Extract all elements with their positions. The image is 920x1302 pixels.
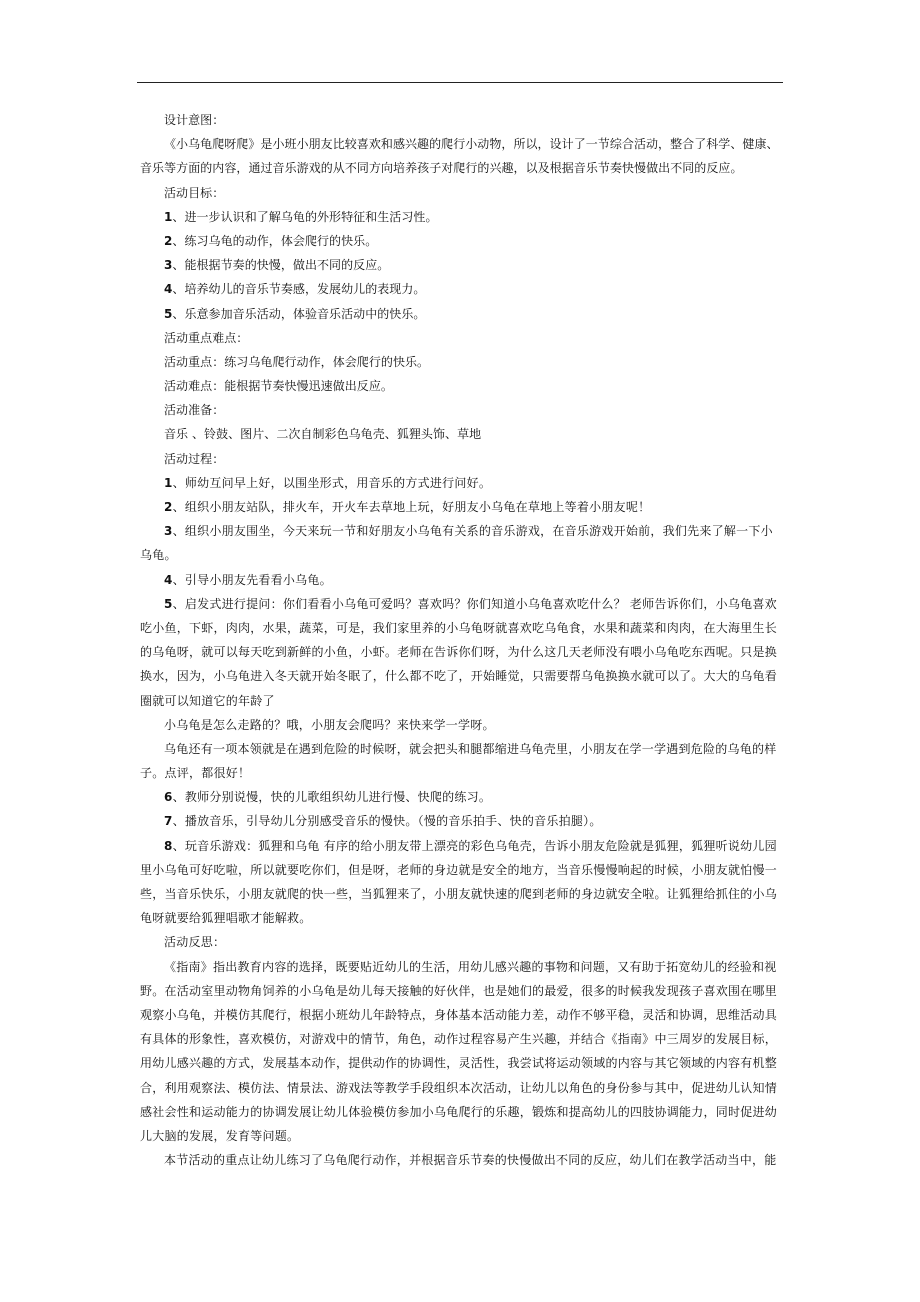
line-text: 乌龟。 [140,548,177,563]
line-text: 小乌龟是怎么走路的？哦，小朋友会爬吗？来快来学一学呀。 [164,717,495,732]
line-text: 、引导小朋友先看看小乌龟。 [172,572,332,587]
line-text: 、播放音乐，引导幼儿分别感受音乐的慢快。（慢的音乐拍手、快的音乐拍腿）。 [172,814,602,829]
text-line [140,664,785,688]
text-line [140,640,785,664]
line-text: 、练习乌龟的动作，体会爬行的快乐。 [172,233,378,248]
line-text: 活动难点：能根据节奏快慢迅速做出反应。 [164,379,393,394]
line-text: 、能根据节奏的快慢，做出不同的反应。 [172,258,390,273]
text-line [140,737,785,761]
text-line [140,906,785,930]
text-line [140,302,785,326]
text-line [140,689,785,713]
text-line [140,592,785,616]
line-text: 《指南》指出教育内容的选择，既要贴近幼儿的生活，用幼儿感兴趣的事物和问题，又有助于拓宽幼儿的经验和视 [164,959,777,974]
line-text: 《小乌龟爬呀爬》是小班小朋友比较喜欢和感兴趣的爬行小动物，所以，设计了一节综合活动，整合了科学、健康、 [164,137,779,152]
text-line [140,253,785,277]
line-text: 、乐意参加音乐活动，体验音乐活动中的快乐。 [172,306,426,321]
line-text: 活动反思： [164,935,226,950]
text-line [140,1124,785,1148]
line-text: 活动目标： [164,185,225,200]
text-line [140,543,785,567]
text-line [140,882,785,906]
text-line [140,979,785,1003]
line-text: 龟呀就要给狐狸唱歌才能解救。 [140,911,312,926]
line-text: 、进一步认识和了解乌龟的外形特征和生活习性。 [172,209,438,224]
line-text: 感社会性和运动能力的协调发展让幼儿体验模仿参加小乌龟爬行的乐趣，锻炼和提高幼儿的四肢协调能力，同时促进幼 [140,1104,778,1119]
item-number: 5 [164,596,173,611]
text-line [140,930,785,954]
text-line [140,374,785,398]
line-text: 野。在活动室里动物角饲养的小乌龟是幼儿每天接触的好伙伴，也是她们的最爱，很多的时候我发现孩子喜欢围在哪里 [140,983,778,998]
item-number: 1 [164,209,173,224]
text-line [140,809,785,833]
text-line [140,132,785,156]
line-text: 活动重点：练习乌龟爬行动作，体会爬行的快乐。 [164,354,430,369]
line-text: 本节活动的重点让幼儿练习了乌龟爬行动作，并根据音乐节奏的快慢做出不同的反应，幼儿们在教学活动当中，能 [164,1153,777,1168]
item-number: 2 [164,233,173,248]
text-line [140,350,785,374]
line-text: 儿大脑的发展，发育等问题。 [140,1128,300,1143]
text-line [140,616,785,640]
line-text: 子。点评，都很好！ [140,766,251,781]
text-line [140,1027,785,1051]
line-text: 有具体的形象性，喜欢模仿，对游戏中的情节，角色，动作过程容易产生兴趣，并结合《指南》中三周岁的发展目标， [140,1032,778,1047]
line-text: 合，利用观察法、模仿法、情景法、游戏法等教学手段组织本次活动，让幼儿以角色的身份参与其中，促进幼儿认知情 [140,1080,778,1095]
text-line [140,205,785,229]
line-text: 观察小乌龟，并模仿其爬行，根据小班幼儿年龄特点，身体基本活动能力差，动作不够平稳，灵活和协调，思维活动具 [140,1007,778,1022]
text-line [140,181,785,205]
text-line [140,1076,785,1100]
item-number: 3 [164,258,173,273]
text-line [140,398,785,422]
text-line [140,858,785,882]
line-text: 活动准备： [164,403,225,418]
text-line [140,955,785,979]
text-line [140,568,785,592]
line-text: 、师幼互问早上好，以围坐形式，用音乐的方式进行问好。 [172,475,492,490]
text-line [140,1100,785,1124]
text-line [140,471,785,495]
item-number: 7 [164,814,173,829]
text-line [140,326,785,350]
item-number: 5 [164,306,173,321]
text-line [140,785,785,809]
text-line [140,108,785,132]
item-number: 2 [164,500,173,514]
item-number: 4 [164,572,173,587]
header-rule [137,82,783,83]
line-text: 乌龟还有一项本领就是在遇到危险的时候呀，就会把头和腿都缩进乌龟壳里，小朋友在学一学遇到危险的乌龟的样 [164,741,777,756]
line-text: 用幼儿感兴趣的方式，发展基本动作，提供动作的协调性，灵活性，我尝试将运动领域的内容与其它领域的内容有机整 [140,1056,778,1071]
line-text: 圈就可以知道它的年龄了 [140,693,275,708]
item-number: 3 [164,524,173,539]
line-text: 吃小鱼，下虾，肉肉，水果，蔬菜，可是，我们家里养的小乌龟呀就喜欢吃乌龟食，水果和蔬菜和肉肉，在大海里生长 [140,620,778,635]
line-text: 音乐等方面的内容，通过音乐游戏的从不同方向培养孩子对爬行的兴趣，以及根据音乐节奏快慢做出不同的反应。 [140,161,743,176]
line-text: 的乌龟呀，就可以每天吃到新鲜的小鱼，小虾。老师在告诉你们呀，为什么这几天老师没有喂小乌龟吃东西呢。只是换 [140,645,778,660]
text-line [140,519,785,543]
item-number: 4 [164,282,173,297]
text-line [140,156,785,180]
document-body [140,108,785,1172]
item-number: 6 [164,790,173,805]
line-text: 、教师分别说慢，快的儿歌组织幼儿进行慢、快爬的练习。 [172,790,492,805]
text-line [140,229,785,253]
text-line [140,1148,785,1172]
line-text: 活动重点难点： [164,330,249,345]
line-text: 里小乌龟可好吃啦，所以就要吃你们，但是呀，老师的身边就是安全的地方，当音乐慢慢响起的时候，小朋友就怕慢一 [140,862,778,877]
item-number: 1 [164,475,173,490]
text-line [140,495,785,519]
text-line [140,1003,785,1027]
line-text: 些，当音乐快乐，小朋友就爬的快一些，当狐狸来了，小朋友就快速的爬到老师的身边就安全啦。让狐狸给抓住的小乌 [140,887,778,901]
text-line [140,277,785,301]
item-number: 8 [164,838,173,853]
text-line [140,1051,785,1075]
line-text: 设计意图： [164,113,225,127]
line-text: 、组织小朋友围坐，今天来玩一节和好朋友小乌龟有关系的音乐游戏，在音乐游戏开始前，我们先来了解一下小 [172,524,773,539]
text-line [140,713,785,737]
text-line [140,834,785,858]
line-text: 音乐 、铃鼓、图片、二次自制彩色乌龟壳、狐狸头饰、草地 [164,427,482,442]
line-text: 、培养幼儿的音乐节奏感，发展幼儿的表现力。 [172,282,426,297]
line-text: 活动过程： [164,451,225,466]
line-text: 、启发式进行提问：你们看看小乌龟可爱吗？喜欢吗？你们知道小乌龟喜欢吃什么？ 老师告诉你们，小乌龟喜欢 [172,596,777,611]
line-text: 、玩音乐游戏：狐狸和乌龟 有序的给小朋友带上漂亮的彩色乌龟壳，告诉小朋友危险就是狐狸，狐狸听说幼儿园 [172,838,777,853]
text-line [140,761,785,785]
text-line [140,422,785,446]
line-text: 、组织小朋友站队，排火车，开火车去草地上玩，好朋友小乌龟在草地上等着小朋友呢！ [172,500,651,514]
line-text: 换水，因为，小乌龟进入冬天就开始冬眠了，什么都不吃了，开始睡觉，只需要帮乌龟换换水就可以了。大大的乌龟看 [140,669,778,684]
text-line [140,447,785,471]
